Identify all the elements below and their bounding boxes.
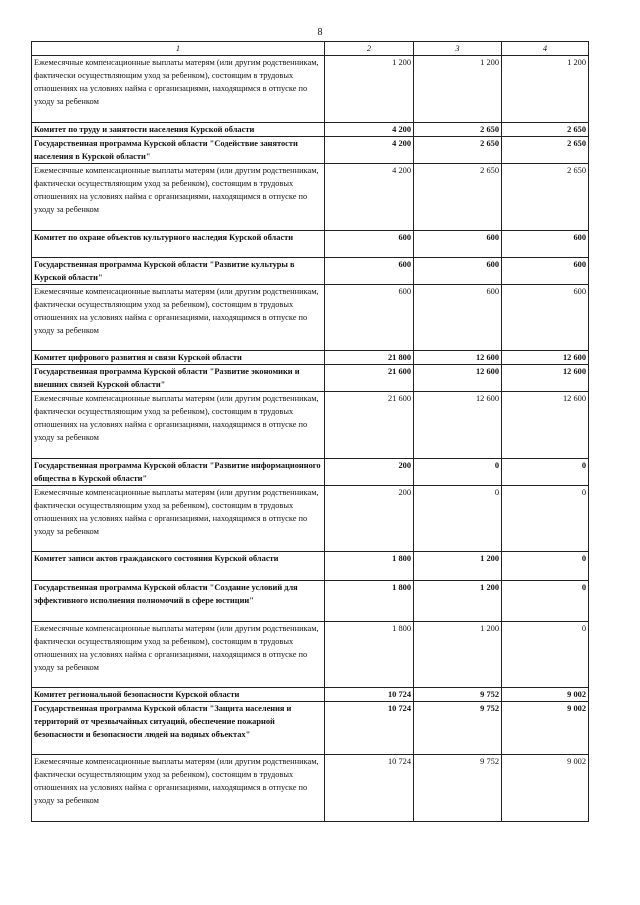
- row-value-col3: 600: [414, 285, 502, 351]
- table-row: [32, 137, 589, 164]
- row-label: Государственная программа Курской области "Содействие занятости населения в Курской области": [32, 137, 325, 164]
- row-value-col3: 9 752: [414, 755, 502, 822]
- row-value-col3: 2 650: [414, 137, 502, 164]
- row-value-col3: 0: [414, 459, 502, 486]
- header-col-1: 1: [32, 42, 325, 56]
- table-row: [32, 56, 589, 123]
- row-value-col2: 600: [325, 258, 414, 285]
- row-value-col4: 2 650: [502, 164, 589, 231]
- row-value-col4: 12 600: [502, 392, 589, 459]
- table-row: [32, 552, 589, 581]
- table-row: [32, 258, 589, 285]
- row-value-col4: 2 650: [502, 137, 589, 164]
- row-value-col3: 1 200: [414, 622, 502, 688]
- header-col-2: 2: [325, 42, 414, 56]
- row-value-col2: 1 800: [325, 552, 414, 581]
- table-row: [32, 755, 589, 822]
- row-value-col2: 600: [325, 231, 414, 258]
- row-value-col2: 200: [325, 459, 414, 486]
- row-label: Комитет региональной безопасности Курской области: [32, 688, 325, 702]
- row-value-col4: 0: [502, 486, 589, 552]
- row-label: Ежемесячные компенсационные выплаты матерям (или другим родственникам, фактически осуществляющим уход за ребенком), состоящим в трудовых отношениях на условиях найма с организациями, находящимся в отпуске по уходу за ребенком: [32, 392, 325, 459]
- row-value-col3: 2 650: [414, 123, 502, 137]
- table-row: [32, 164, 589, 231]
- row-value-col4: 0: [502, 581, 589, 622]
- row-value-col2: 200: [325, 486, 414, 552]
- row-value-col3: 9 752: [414, 688, 502, 702]
- table-row: [32, 392, 589, 459]
- row-value-col4: 600: [502, 258, 589, 285]
- row-label: Комитет цифрового развития и связи Курской области: [32, 351, 325, 365]
- row-label: Ежемесячные компенсационные выплаты матерям (или другим родственникам, фактически осуществляющим уход за ребенком), состоящим в трудовых отношениях на условиях найма с организациями, находящимся в отпуске по уходу за ребенком: [32, 486, 325, 552]
- row-value-col2: 1 800: [325, 622, 414, 688]
- row-value-col4: 9 002: [502, 755, 589, 822]
- table-row: [32, 231, 589, 258]
- row-value-col2: 1 800: [325, 581, 414, 622]
- table-row: [32, 688, 589, 702]
- row-label: Комитет записи актов гражданского состояния Курской области: [32, 552, 325, 581]
- budget-table: [31, 41, 589, 822]
- page-number: 8: [317, 27, 323, 38]
- row-value-col2: 10 724: [325, 688, 414, 702]
- table-row: [32, 351, 589, 365]
- row-value-col4: 12 600: [502, 365, 589, 392]
- row-value-col2: 21 800: [325, 351, 414, 365]
- row-value-col3: 12 600: [414, 365, 502, 392]
- row-label: Государственная программа Курской области "Развитие культуры в Курской области": [32, 258, 325, 285]
- row-value-col4: 600: [502, 285, 589, 351]
- row-value-col2: 4 200: [325, 137, 414, 164]
- table-row: [32, 702, 589, 755]
- table-row: [32, 123, 589, 137]
- row-value-col4: 9 002: [502, 688, 589, 702]
- row-value-col3: 1 200: [414, 581, 502, 622]
- row-value-col2: 10 724: [325, 755, 414, 822]
- row-value-col4: 0: [502, 552, 589, 581]
- table-row: [32, 486, 589, 552]
- row-value-col3: 600: [414, 258, 502, 285]
- row-value-col4: 0: [502, 622, 589, 688]
- row-label: Ежемесячные компенсационные выплаты матерям (или другим родственникам, фактически осуществляющим уход за ребенком), состоящим в трудовых отношениях на условиях найма с организациями, находящимся в отпуске по уходу за ребенком: [32, 56, 325, 123]
- row-label: Ежемесячные компенсационные выплаты матерям (или другим родственникам, фактически осуществляющим уход за ребенком), состоящим в трудовых отношениях на условиях найма с организациями, находящимся в отпуске по уходу за ребенком: [32, 755, 325, 822]
- table-row: [32, 622, 589, 688]
- row-label: Ежемесячные компенсационные выплаты матерям (или другим родственникам, фактически осуществляющим уход за ребенком), состоящим в трудовых отношениях на условиях найма с организациями, находящимся в отпуске по уходу за ребенком: [32, 285, 325, 351]
- row-value-col4: 2 650: [502, 123, 589, 137]
- table-row: [32, 285, 589, 351]
- row-value-col2: 4 200: [325, 123, 414, 137]
- row-label: Государственная программа Курской области "Создание условий для эффективного исполнения полномочий в сфере юстиции": [32, 581, 325, 622]
- row-label: Государственная программа Курской области "Защита населения и территорий от чрезвычайных ситуаций, обеспечение пожарной безопасности и безопасности людей на водных объектах": [32, 702, 325, 755]
- row-label: Государственная программа Курской области "Развитие информационного общества в Курской области": [32, 459, 325, 486]
- header-col-3: 3: [414, 42, 502, 56]
- row-value-col3: 600: [414, 231, 502, 258]
- header-col-4: 4: [502, 42, 589, 56]
- row-value-col2: 4 200: [325, 164, 414, 231]
- row-value-col3: 9 752: [414, 702, 502, 755]
- row-value-col3: 12 600: [414, 351, 502, 365]
- table-row: [32, 365, 589, 392]
- row-value-col3: 1 200: [414, 552, 502, 581]
- row-value-col4: 1 200: [502, 56, 589, 123]
- row-value-col3: 1 200: [414, 56, 502, 123]
- row-value-col4: 0: [502, 459, 589, 486]
- row-label: Комитет по охране объектов культурного наследия Курской области: [32, 231, 325, 258]
- row-value-col2: 600: [325, 285, 414, 351]
- row-value-col2: 21 600: [325, 365, 414, 392]
- row-value-col3: 12 600: [414, 392, 502, 459]
- table-header-row: [32, 42, 589, 56]
- row-label: Комитет по труду и занятости населения Курской области: [32, 123, 325, 137]
- row-value-col4: 9 002: [502, 702, 589, 755]
- table-row: [32, 459, 589, 486]
- row-value-col2: 1 200: [325, 56, 414, 123]
- row-label: Ежемесячные компенсационные выплаты матерям (или другим родственникам, фактически осуществляющим уход за ребенком), состоящим в трудовых отношениях на условиях найма с организациями, находящимся в отпуске по уходу за ребенком: [32, 622, 325, 688]
- row-label: Ежемесячные компенсационные выплаты матерям (или другим родственникам, фактически осуществляющим уход за ребенком), состоящим в трудовых отношениях на условиях найма с организациями, находящимся в отпуске по уходу за ребенком: [32, 164, 325, 231]
- row-label: Государственная программа Курской области "Развитие экономики и внешних связей Курской области": [32, 365, 325, 392]
- row-value-col3: 2 650: [414, 164, 502, 231]
- row-value-col2: 10 724: [325, 702, 414, 755]
- row-value-col2: 21 600: [325, 392, 414, 459]
- row-value-col3: 0: [414, 486, 502, 552]
- row-value-col4: 12 600: [502, 351, 589, 365]
- table-row: [32, 581, 589, 622]
- row-value-col4: 600: [502, 231, 589, 258]
